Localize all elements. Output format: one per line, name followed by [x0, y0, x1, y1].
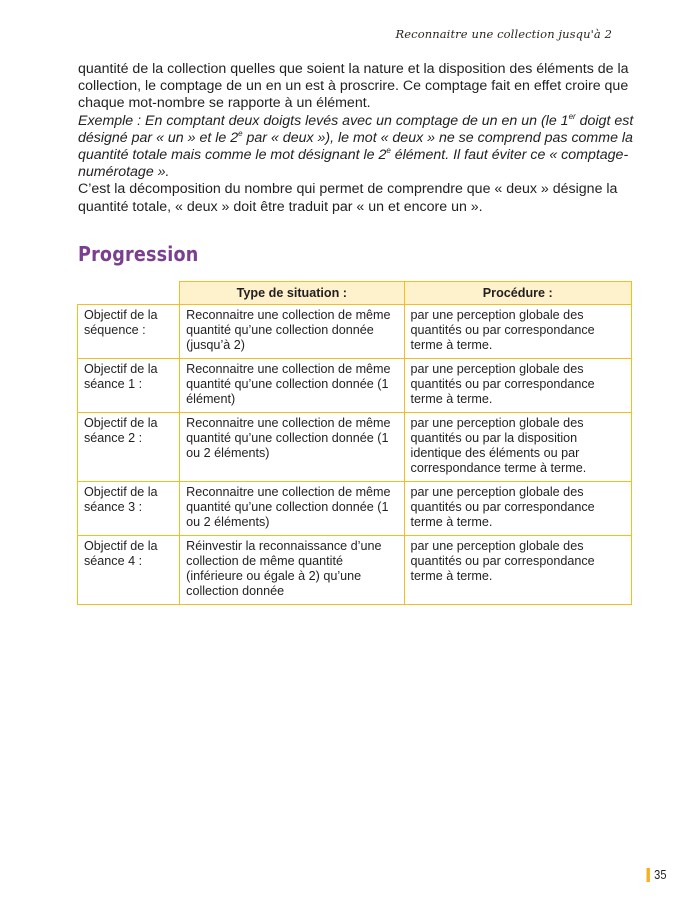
example-text: doigt est désigné par « un » et le 2 — [78, 112, 634, 146]
row-situation: Reconnaitre une collection de même quantité qu’une collection donnée (jusqu’à 2) — [180, 305, 404, 359]
paragraph-intro: quantité de la collection quelles que soient la nature et la disposition des éléments de la collection, le comptage de un en un est à proscrire. Ce comptage fait en effet croire que chaque mot-nombre se rapporte à un élément. — [78, 61, 629, 112]
row-label: Objectif de la séquence : — [78, 305, 180, 359]
table-row — [78, 482, 632, 536]
page-marker-icon — [646, 868, 649, 882]
section-title: Progression — [78, 242, 199, 266]
paragraph-example — [78, 113, 638, 182]
table-row — [78, 305, 632, 359]
row-situation: Reconnaitre une collection de même quantité qu’une collection donnée (1 ou 2 éléments) — [180, 482, 404, 536]
row-procedure: par une perception globale des quantités ou par correspondance terme à terme. — [404, 482, 631, 536]
running-header: Reconnaitre une collection jusqu'à 2 — [395, 27, 612, 41]
page-number — [646, 867, 666, 882]
row-label: Objectif de la séance 2 : — [78, 413, 180, 482]
row-situation: Reconnaitre une collection de même quantité qu’une collection donnée (1 élément) — [180, 359, 404, 413]
header-situation: Type de situation : — [180, 282, 404, 305]
row-procedure: par une perception globale des quantités ou par la disposition identique des éléments ou par correspondance terme à terme. — [404, 413, 631, 482]
header-procedure: Procédure : — [404, 282, 631, 305]
superscript: e — [386, 146, 391, 156]
row-procedure: par une perception globale des quantités ou par correspondance terme à terme. — [404, 536, 631, 605]
row-label: Objectif de la séance 1 : — [78, 359, 180, 413]
paragraph-conclusion: C’est la décomposition du nombre qui permet de comprendre que « deux » désigne la quantité totale, « deux » doit être traduit par « un et encore un ». — [78, 181, 618, 215]
row-procedure: par une perception globale des quantités ou par correspondance terme à terme. — [404, 305, 631, 359]
example-text: Exemple : En comptant deux doigts levés avec un comptage de un en un (le 1 — [78, 112, 569, 129]
example-text: élément. Il faut éviter ce « comptage-numérotage ». — [78, 147, 629, 181]
row-situation: Réinvestir la reconnaissance d’une collection de même quantité (inférieure ou égale à 2) qu’une collection donnée — [180, 536, 404, 605]
row-label: Objectif de la séance 4 : — [78, 536, 180, 605]
table-row — [78, 536, 632, 605]
row-procedure: par une perception globale des quantités ou par correspondance terme à terme. — [404, 359, 631, 413]
table-row — [78, 359, 632, 413]
table-row — [78, 413, 632, 482]
superscript: e — [238, 128, 243, 138]
row-label: Objectif de la séance 3 : — [78, 482, 180, 536]
header-empty — [78, 282, 180, 305]
table-header-row — [78, 282, 632, 305]
superscript: er — [568, 111, 576, 121]
progression-table — [77, 281, 632, 605]
example-text: par « deux »), le mot « deux » ne se comprend pas comme la quantité totale mais comme le mot désignant le 2 — [78, 129, 633, 164]
page-number-text: 35 — [653, 867, 666, 882]
body-text — [78, 61, 638, 216]
row-situation: Reconnaitre une collection de même quantité qu’une collection donnée (1 ou 2 éléments) — [180, 413, 404, 482]
